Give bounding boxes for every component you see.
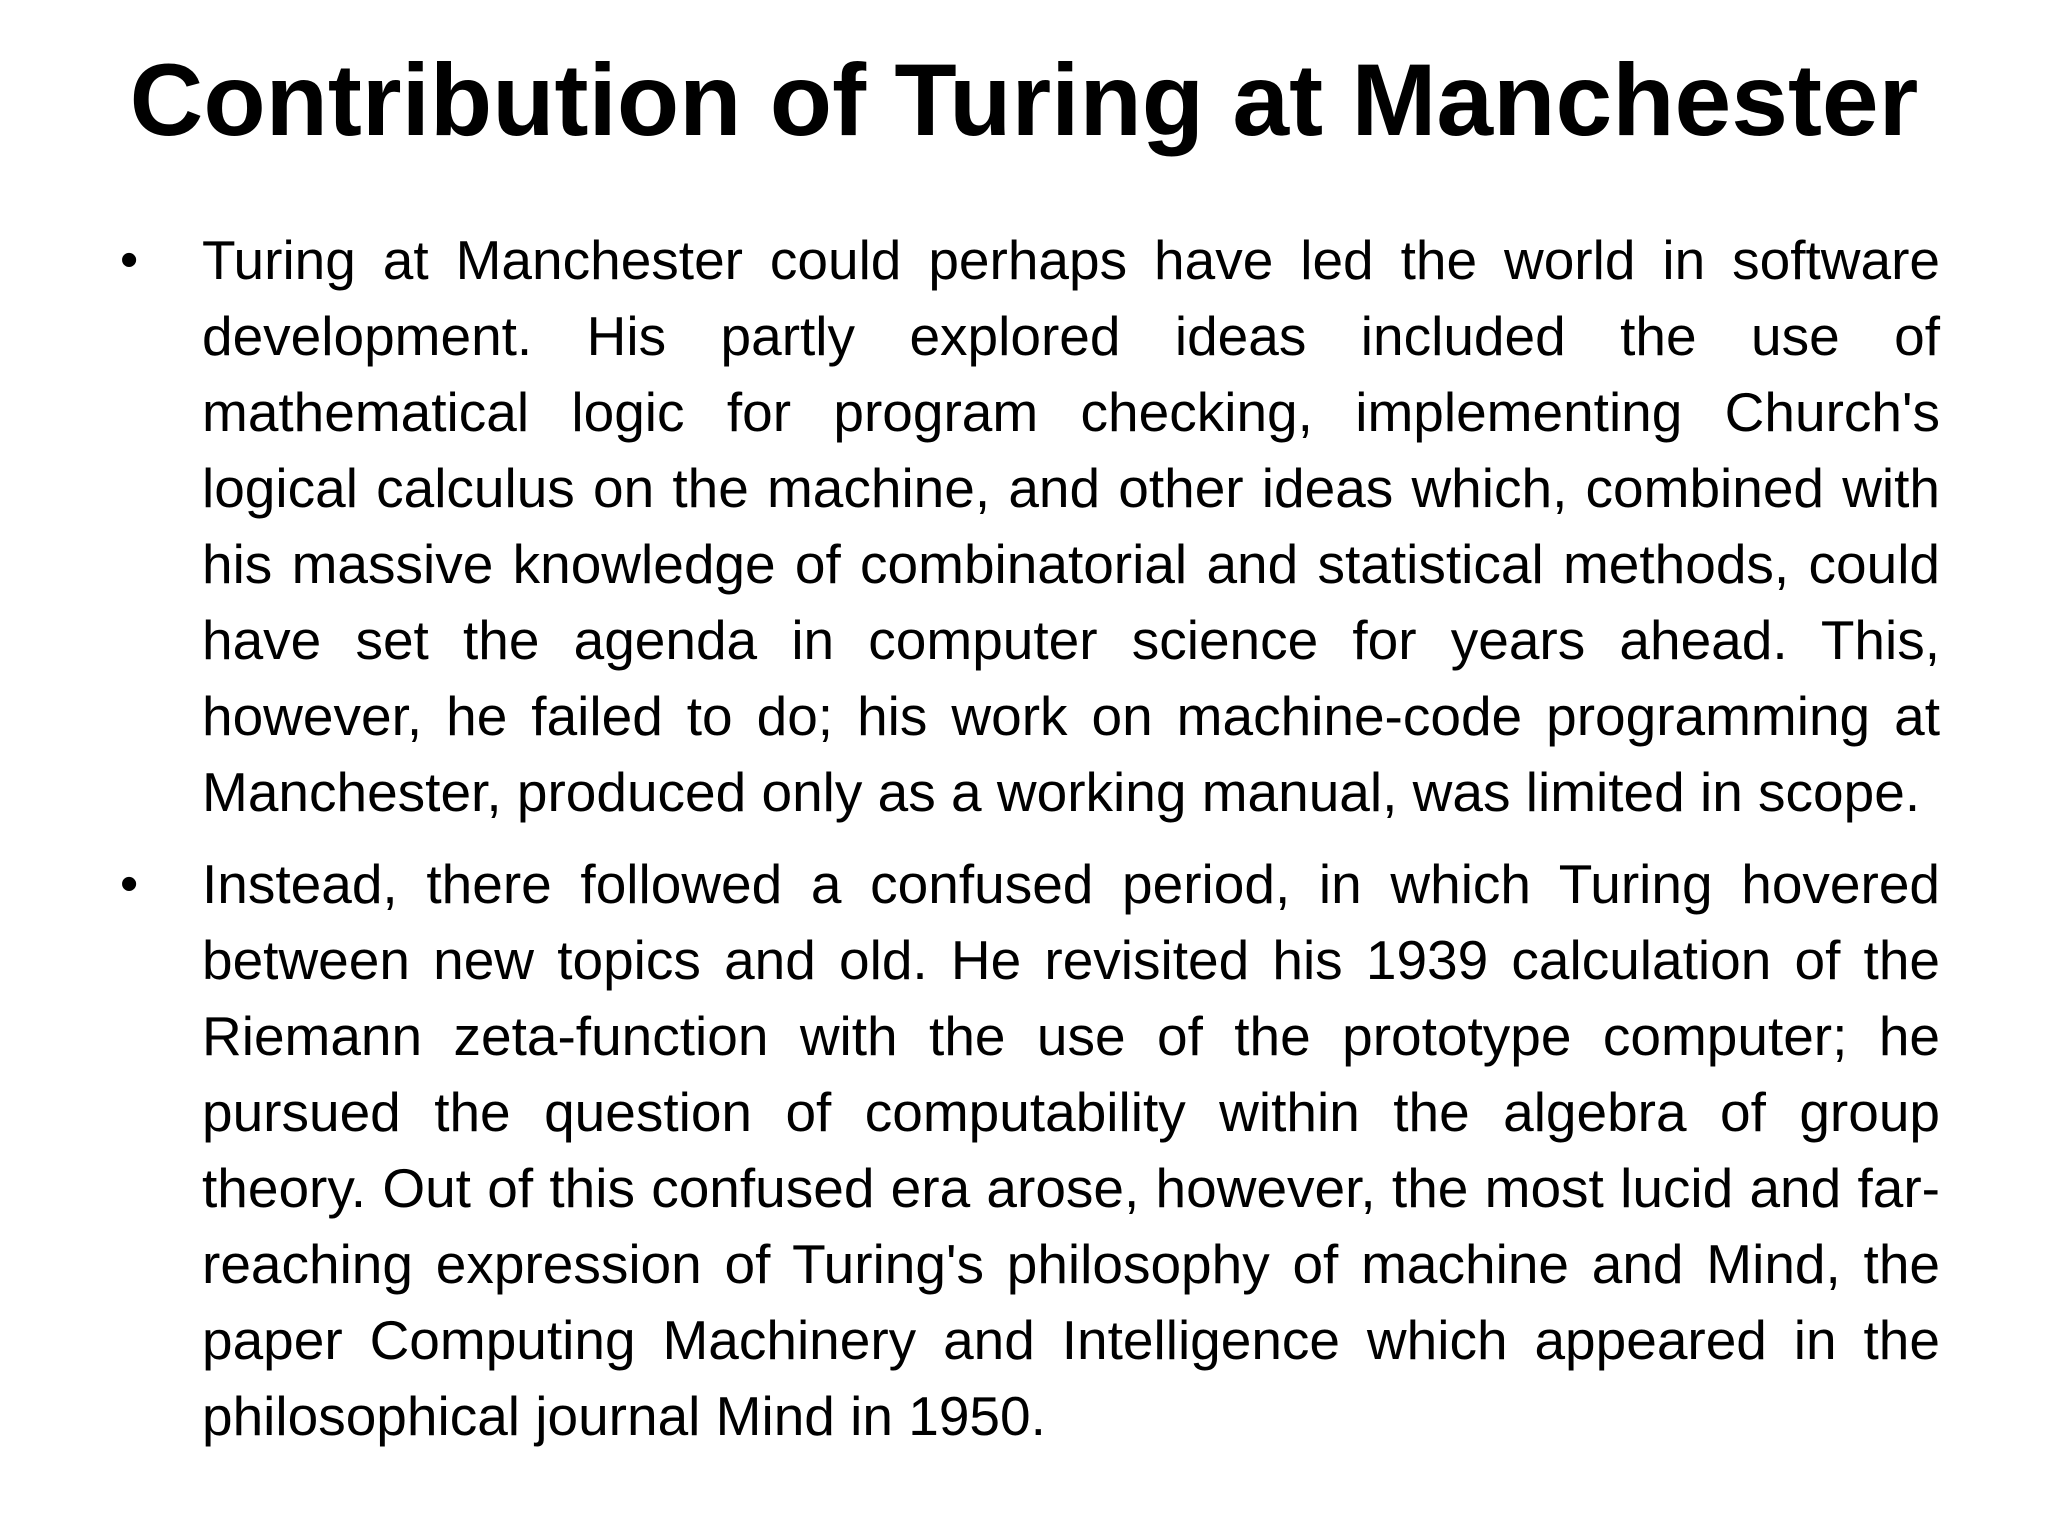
- bullet-item-1: [120, 222, 1940, 830]
- bullet-dot-icon: •: [120, 231, 139, 289]
- bullet-dot-icon: •: [120, 855, 139, 913]
- bullet-text-1: Turing at Manchester could perhaps have led the world in software development. His partly explored ideas included the use of mathematical logic for program checking, implementing Church's logical calculus on the machine, and other ideas which, combined with his massive knowledge of combinatorial and statistical methods, could have set the agenda in computer science for years ahead. This, however, he failed to do; his work on machine-code programming at Manchester, produced only as a working manual, was limited in scope.: [202, 229, 1940, 823]
- slide-title: Contribution of Turing at Manchester: [129, 43, 1919, 157]
- bullet-text-2: Instead, there followed a confused period, in which Turing hovered between new topics and old. He revisited his 1939 calculation of the Riemann zeta-function with the use of the prototype computer; he pursued the question of computability within the algebra of group theory. Out of this confused era arose, however, the most lucid and far-reaching expression of Turing's philosophy of machine and Mind, the paper Computing Machinery and Intelligence which appeared in the philosophical journal Mind in 1950.: [202, 853, 1940, 1447]
- bullet-list: [120, 222, 1940, 1470]
- bullet-item-2: [120, 846, 1940, 1454]
